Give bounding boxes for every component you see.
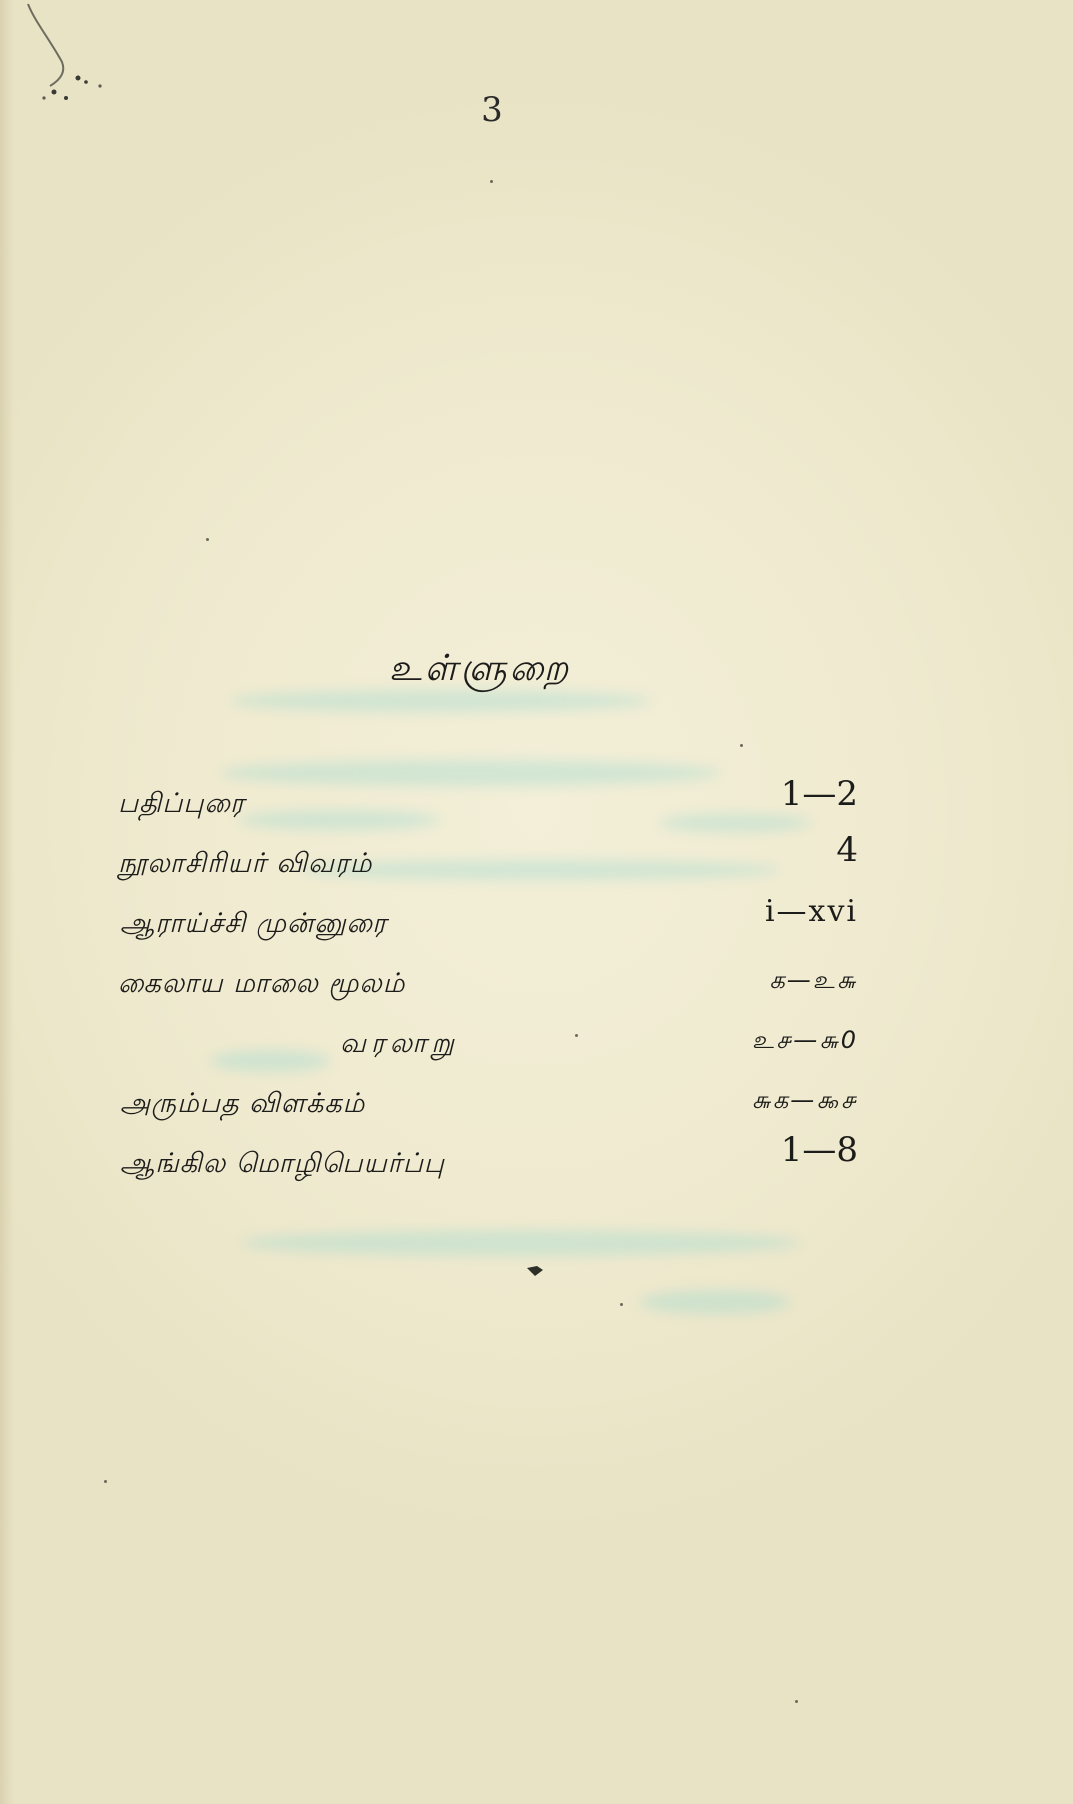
toc-row-history [118, 1010, 858, 1070]
toc-entry-pages: 4 [836, 830, 858, 870]
ink-stain [240, 1230, 800, 1256]
toc-entry-pages: 1—8 [780, 1130, 858, 1170]
paper-speck [104, 1480, 107, 1483]
toc-entry-pages: 1—2 [780, 774, 858, 814]
toc-entry-pages: ௬க—௯௪ [751, 1086, 858, 1114]
toc-entry-pages: i—xvi [764, 894, 858, 929]
corner-ink-smudge [20, 0, 130, 120]
toc-entry-label: கைலாய மாலை மூலம் [118, 968, 406, 999]
toc-entry-pages: க—உ௬ [769, 966, 858, 994]
paper-speck [490, 180, 493, 183]
toc-row-glossary [118, 1070, 858, 1130]
paper-speck [206, 538, 209, 541]
paper-speck [620, 1303, 623, 1306]
paper-speck [740, 744, 743, 747]
toc-entry-label: பதிப்புரை [118, 788, 245, 819]
ink-stain [640, 1290, 790, 1314]
table-of-contents [118, 770, 858, 1190]
toc-title: உள்ளுறை [388, 648, 572, 689]
toc-row-original-text [118, 950, 858, 1010]
page-number: 3 [481, 90, 503, 130]
toc-row-research-introduction [118, 890, 858, 950]
toc-row-english-translation [118, 1130, 858, 1190]
toc-entry-pages: உ௪—௬0 [751, 1026, 858, 1054]
toc-entry-label: நூலாசிரியர் விவரம் [118, 848, 373, 879]
toc-row-preface [118, 770, 858, 830]
toc-entry-label: வரலாறு [340, 1028, 459, 1059]
toc-entry-label: ஆராய்ச்சி முன்னுரை [120, 908, 388, 939]
toc-entry-label: அரும்பத விளக்கம் [120, 1088, 366, 1119]
paper-speck [795, 1700, 798, 1703]
paper-mark [525, 1262, 545, 1278]
toc-row-author-details [118, 830, 858, 890]
page-binding-edge [0, 0, 14, 1804]
toc-entry-label: ஆங்கில மொழிபெயர்ப்பு [120, 1148, 445, 1179]
